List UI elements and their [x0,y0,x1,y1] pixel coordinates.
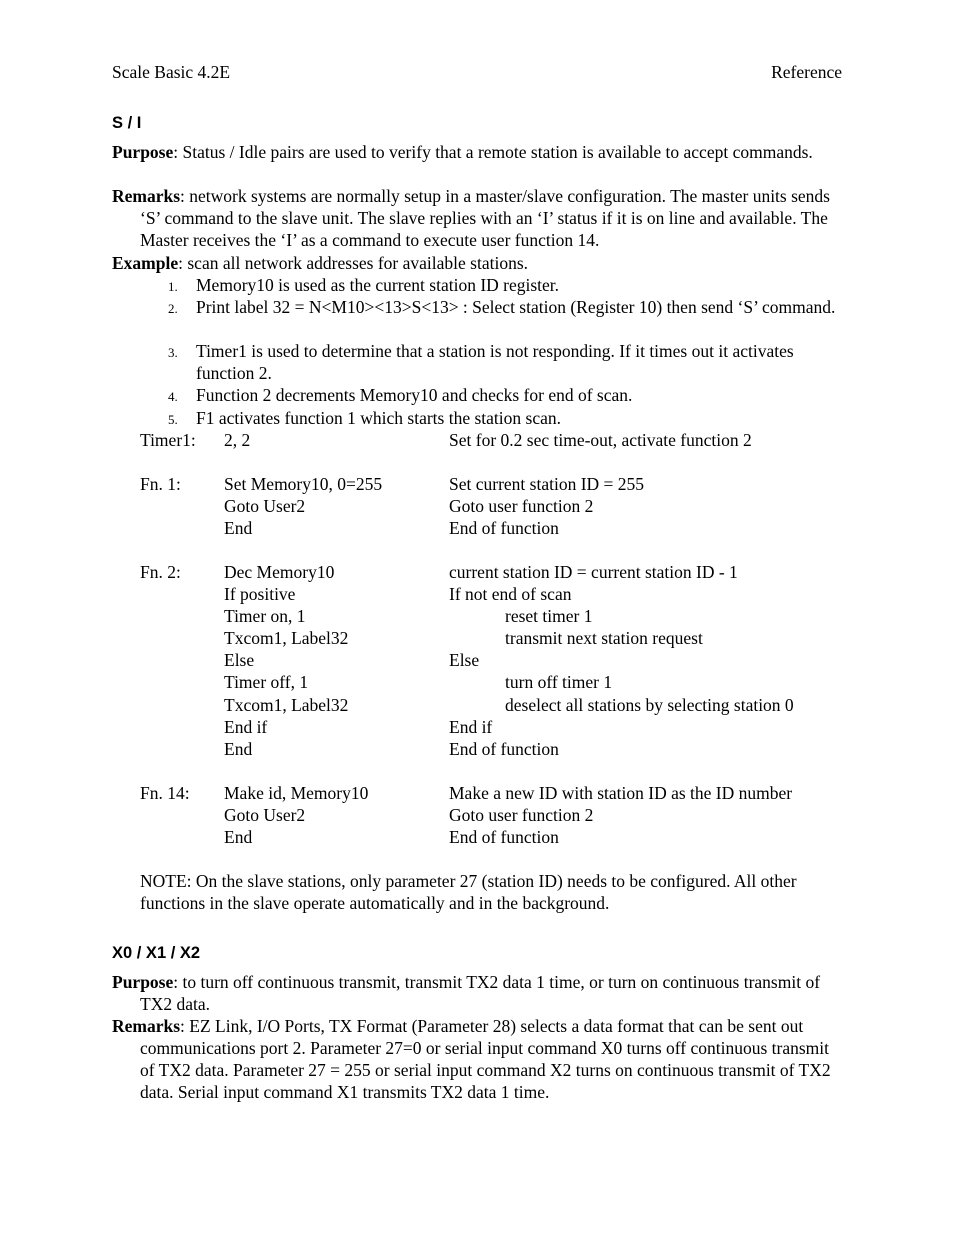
code-row [112,517,842,539]
header-right: Reference [771,62,842,82]
si-note: NOTE: On the slave stations, only parameter 27 (station ID) needs to be configured. All other functions in the slave operate automatically and in the background. [140,871,797,913]
section-title-si: S / I [112,114,142,132]
code-label: Timer1: [140,430,196,450]
code-row [112,649,842,671]
code-comment: Goto user function 2 [449,805,594,825]
code-label: Fn. 2: [140,562,181,582]
si-example-label: Example [112,253,179,273]
list-item-text: Timer1 is used to determine that a station is not responding. If it times out it activates function 2. [196,341,794,383]
code-comment: transmit next station request [505,628,703,648]
code-comment: turn off timer 1 [505,672,613,692]
code-comment: End of function [449,518,559,538]
code-comment: current station ID = current station ID - 1 [449,562,738,582]
code-command: 2, 2 [224,430,251,450]
code-row [112,826,842,848]
code-command: Txcom1, Label32 [224,695,349,715]
si-purpose [112,141,842,163]
code-command: Txcom1, Label32 [224,628,349,648]
list-item-number: 5. [168,412,178,427]
page-header [112,62,842,84]
code-command: Goto User2 [224,496,306,516]
si-example [112,252,842,274]
code-row [112,473,842,495]
code-command: End [224,518,253,538]
code-row [112,804,842,826]
list-item-number: 2. [168,301,178,316]
si-remarks-label: Remarks [112,186,181,206]
si-purpose-text: : Status / Idle pairs are used to verify that a remote station is available to accept commands. [173,142,813,162]
code-comment: End if [449,717,493,737]
list-item-number: 3. [168,345,178,360]
code-command: End [224,827,253,847]
code-comment: reset timer 1 [505,606,593,626]
x-remarks-text: : EZ Link, I/O Ports, TX Format (Parameter 28) selects a data format that can be sent out communications port 2. Parameter 27=0 or serial input command X0 turns off continuous transmit of TX2 data. Parameter 27 = 255 or serial input command X2 turns on continuous transmit of TX2 data. Serial input command X1 transmits TX2 data 1 time. [140,1016,831,1102]
x-purpose [112,971,842,1015]
header-left: Scale Basic 4.2E [112,62,231,82]
list-item [168,407,842,429]
list-item-text: Print label 32 = N<M10><13>S<13> : Select station (Register 10) then send ‘S’ command. [196,297,836,317]
code-comment: Set current station ID = 255 [449,474,645,494]
list-item-text: F1 activates function 1 which starts the station scan. [196,408,561,428]
code-comment: deselect all stations by selecting station 0 [505,695,794,715]
code-comment: Goto user function 2 [449,496,594,516]
code-command: End [224,739,253,759]
x-purpose-text: : to turn off continuous transmit, transmit TX2 data 1 time, or turn on continuous transmit of TX2 data. [140,972,821,1014]
code-row [112,627,842,649]
code-command: Else [224,650,255,670]
code-comment: Make a new ID with station ID as the ID number [449,783,793,803]
code-comment: End of function [449,827,559,847]
code-command: If positive [224,584,296,604]
code-command: Goto User2 [224,805,306,825]
si-remarks [112,185,842,251]
code-row [112,694,842,716]
code-comment: End of function [449,739,559,759]
code-row [112,583,842,605]
code-label: Fn. 1: [140,474,181,494]
code-comment: Set for 0.2 sec time-out, activate function 2 [449,430,752,450]
code-row [112,561,842,583]
si-example-text: : scan all network addresses for available stations. [178,253,529,273]
list-item-number: 1. [168,279,178,294]
code-command: Timer on, 1 [224,606,306,626]
list-item-text: Function 2 decrements Memory10 and checks for end of scan. [196,385,633,405]
code-row [112,716,842,738]
code-command: Dec Memory10 [224,562,335,582]
code-row [112,605,842,627]
list-item [168,340,842,384]
code-command: Timer off, 1 [224,672,309,692]
code-command: End if [224,717,268,737]
code-comment: Else [449,650,480,670]
si-purpose-label: Purpose [112,142,174,162]
x-remarks [112,1015,842,1103]
code-command: Make id, Memory10 [224,783,369,803]
code-row [112,782,842,804]
si-remarks-text: : network systems are normally setup in a master/slave configuration. The master units sends ‘S’ command to the slave unit. The slave replies with an ‘I’ status if it is on line and available. The Master receives the ‘I’ as a command to execute user function 14. [140,186,830,250]
code-label: Fn. 14: [140,783,190,803]
list-item [168,384,842,406]
list-item [168,274,842,296]
x-purpose-label: Purpose [112,972,174,992]
list-item-number: 4. [168,389,178,404]
code-comment: If not end of scan [449,584,572,604]
code-row [112,738,842,760]
code-command: Set Memory10, 0=255 [224,474,383,494]
section-title-x: X0 / X1 / X2 [112,944,201,962]
list-item-text: Memory10 is used as the current station ID register. [196,275,560,295]
code-row [112,671,842,693]
x-remarks-label: Remarks [112,1016,181,1036]
code-row [112,495,842,517]
list-item [168,296,842,318]
code-row [112,429,842,451]
